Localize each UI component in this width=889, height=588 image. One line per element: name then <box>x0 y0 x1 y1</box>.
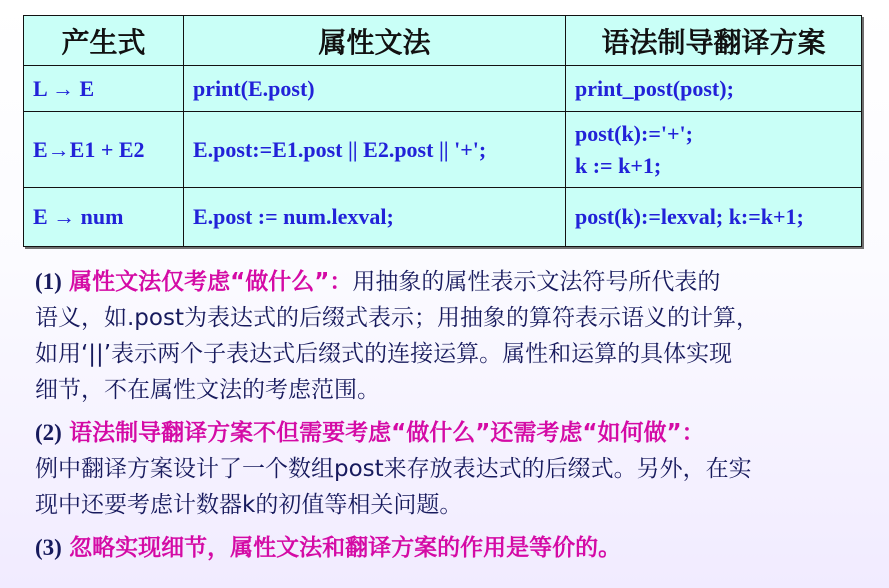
translation-line: k := k+1; <box>575 152 662 178</box>
note-2 <box>35 415 855 523</box>
note-line: 现中还要考虑计数器k的初值等相关问题。 <box>35 492 463 518</box>
attribute-grammar-cell: E.post:=E1.post || E2.post || '+'; <box>184 112 566 188</box>
note-highlight: 属性文法仅考虑“做什么”： <box>69 269 353 295</box>
header-row <box>24 16 862 66</box>
note-line: 如用‘||’表示两个子表达式后缀式的连接运算。属性和运算的具体实现 <box>35 341 733 367</box>
attribute-grammar-cell: E.post := num.lexval; <box>184 188 566 247</box>
explanation-notes <box>35 264 855 566</box>
production-cell: E → num <box>24 188 184 247</box>
table-header <box>24 16 862 66</box>
translation-scheme-cell <box>566 66 862 112</box>
translation-scheme-cell <box>566 188 862 247</box>
header-production: 产生式 <box>24 16 184 66</box>
translation-scheme-cell <box>566 112 862 188</box>
translation-line: print_post(post); <box>575 75 734 101</box>
production-cell: E→E1 + E2 <box>24 112 184 188</box>
table-body <box>24 66 862 247</box>
note-line: 例中翻译方案设计了一个数组post来存放表达式的后缀式。另外，在实 <box>35 456 752 482</box>
note-line: 语义，如.post为表达式的后缀式表示；用抽象的算符表示语义的计算， <box>35 305 759 331</box>
attribute-grammar-cell: print(E.post) <box>184 66 566 112</box>
production-cell: L → E <box>24 66 184 112</box>
comparison-table <box>23 15 862 247</box>
table-row <box>24 112 862 188</box>
note-number: (2) <box>35 420 62 445</box>
note-number: (3) <box>35 535 62 560</box>
header-translation-scheme: 语法制导翻译方案 <box>566 16 862 66</box>
note-3 <box>35 530 855 566</box>
note-1 <box>35 264 855 408</box>
note-highlight: 忽略实现细节，属性文法和翻译方案的作用是等价的。 <box>69 535 622 561</box>
table-row <box>24 66 862 112</box>
table-row <box>24 188 862 247</box>
translation-line: post(k):='+'; <box>575 120 693 146</box>
note-line: 细节，不在属性文法的考虑范围。 <box>35 377 380 403</box>
note-number: (1) <box>35 269 62 294</box>
note-line: 用抽象的属性表示文法符号所代表的 <box>352 269 721 295</box>
note-highlight: 语法制导翻译方案不但需要考虑“做什么”还需考虑“如何做”： <box>69 420 705 446</box>
translation-line: post(k):=lexval; k:=k+1; <box>575 204 804 229</box>
header-attribute-grammar: 属性文法 <box>184 16 566 66</box>
